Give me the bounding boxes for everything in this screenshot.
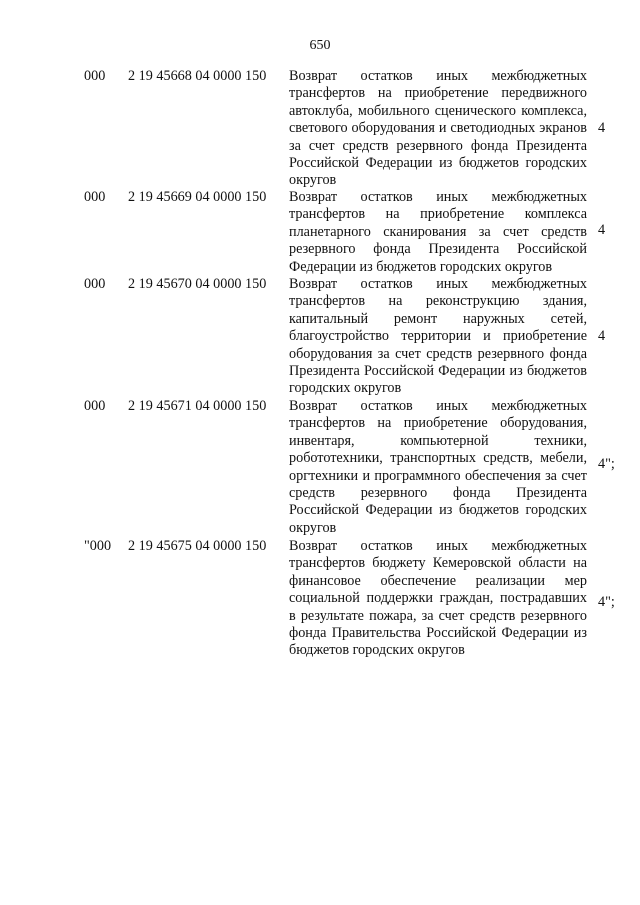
table-row	[0, 398, 640, 538]
table-row	[0, 68, 640, 189]
row-description: Возврат остатков иных межбюджетных трансфертов бюджету Кемеровской области на финансовое обеспечение реализации мер социальной поддержки граждан, пострадавших в результате пожара, за счет средств резервного фонда Правительства Российской Федерации из бюджетов городских округов	[289, 538, 587, 659]
row-description: Возврат остатков иных межбюджетных трансфертов на приобретение передвижного автоклуба, мобильного сценического комплекса, светового оборудования и светодиодных экранов за счет средств резервного фонда Президента Российской Федерации из бюджетов городских округов	[289, 68, 587, 189]
budget-code-table	[0, 68, 640, 678]
row-value: 4	[598, 120, 606, 136]
table-row	[0, 276, 640, 398]
budget-classification-code: 2 19 45671 04 0000 150	[128, 398, 267, 414]
budget-classification-code: 2 19 45669 04 0000 150	[128, 189, 267, 205]
row-description: Возврат остатков иных межбюджетных трансфертов на реконструкцию здания, капитальный ремонт наружных сетей, благоустройство территории и приобретение оборудования за счет средств резервного фонда Президента Российской Федерации из бюджетов городских округов	[289, 276, 587, 397]
table-row	[0, 538, 640, 678]
admin-code: 000	[84, 68, 106, 84]
row-description: Возврат остатков иных межбюджетных трансфертов на приобретение комплекса планетарного сканирования за счет средств резервного фонда Президента Российской Федерации из бюджетов городских округов	[289, 189, 587, 275]
row-value: 4	[598, 328, 606, 344]
row-value: 4	[598, 222, 606, 238]
page-number: 650	[309, 38, 331, 53]
row-value: 4";	[598, 456, 615, 472]
admin-code: 000	[84, 276, 106, 292]
row-description: Возврат остатков иных межбюджетных трансфертов на приобретение оборудования, инвентаря, компьютерной техники, робототехники, транспортных средств, мебели, оргтехники и программного обеспечения за счет средств резервного фонда Президента Российской Федерации из бюджетов городских округов	[289, 398, 587, 536]
budget-classification-code: 2 19 45670 04 0000 150	[128, 276, 267, 292]
budget-classification-code: 2 19 45675 04 0000 150	[128, 538, 267, 554]
admin-code: 000	[84, 398, 106, 414]
table-row	[0, 189, 640, 276]
budget-classification-code: 2 19 45668 04 0000 150	[128, 68, 267, 84]
admin-code: 000	[84, 189, 106, 205]
admin-code: "000	[84, 538, 112, 554]
row-value: 4";	[598, 594, 615, 610]
